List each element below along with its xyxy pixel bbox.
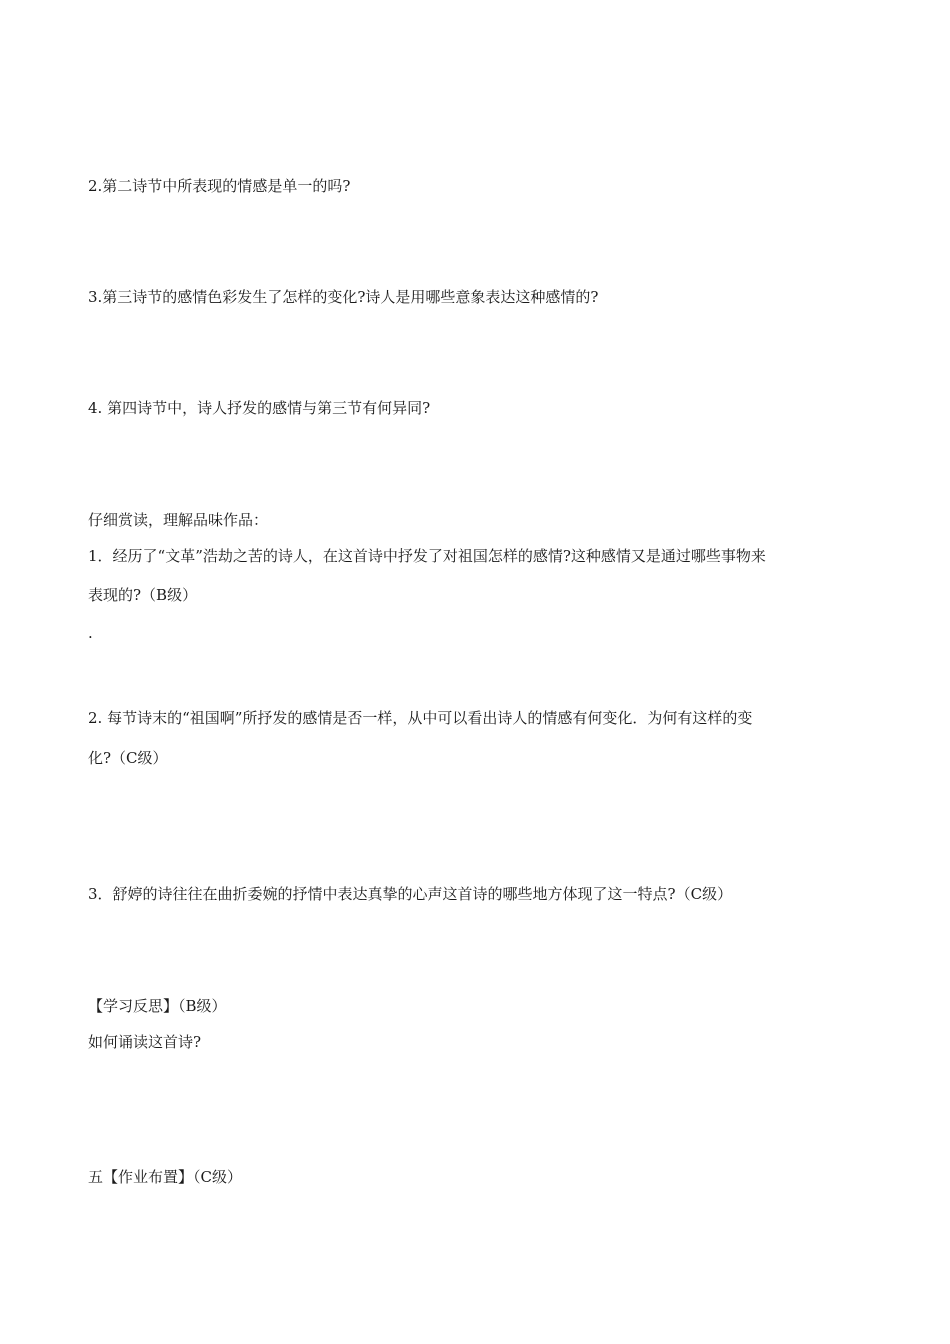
section-heading-reflection: 【学习反思】（B级） <box>88 997 227 1015</box>
appreciation-question-2: 2. 每节诗末的“祖国啊”所抒发的感情是否一样，从中可以看出诗人的情感有何变化．为何有这样的变 <box>88 709 753 727</box>
appreciation-question-3: 3．舒婷的诗往往在曲折委婉的抒情中表达真挚的心声这首诗的哪些地方体现了这一特点?（C级） <box>88 885 733 903</box>
appreciation-question-1: 1．经历了“文革”浩劫之苦的诗人，在这首诗中抒发了对祖国怎样的感情?这种感情又是通过哪些事物来 <box>88 547 766 565</box>
section-heading-homework: 五【作业布置】（C级） <box>88 1168 242 1186</box>
question-fourth-stanza: 4. 第四诗节中，诗人抒发的感情与第三节有何异同? <box>88 399 431 417</box>
appreciation-question-2-cont: 化?（C级） <box>88 749 168 767</box>
section-heading-appreciation: 仔细赏读，理解品味作品： <box>88 511 269 529</box>
question-third-stanza: 3.第三诗节的感情色彩发生了怎样的变化?诗人是用哪些意象表达这种感情的? <box>88 288 599 306</box>
reflection-question: 如何诵读这首诗? <box>88 1033 202 1051</box>
question-second-stanza: 2.第二诗节中所表现的情感是单一的吗? <box>88 177 351 195</box>
stray-period: . <box>88 624 93 642</box>
appreciation-question-1-cont: 表现的?（B级） <box>88 586 198 604</box>
